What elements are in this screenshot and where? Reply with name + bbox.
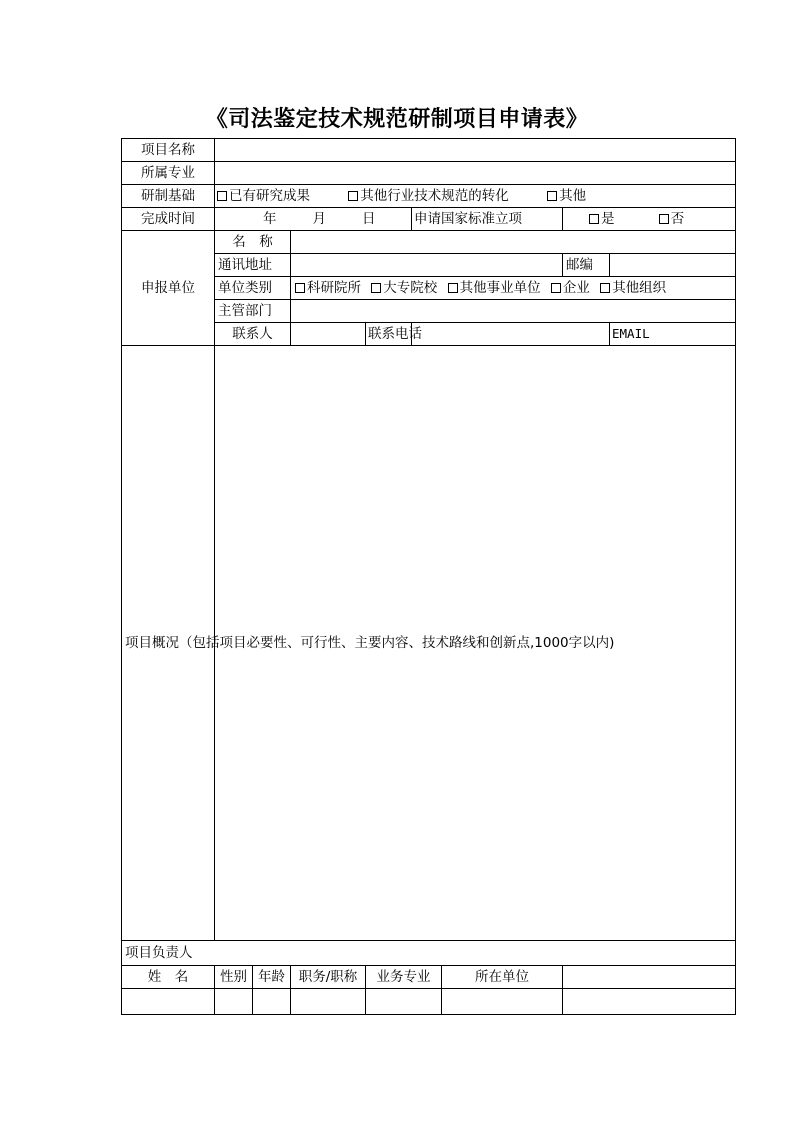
row-overview bbox=[122, 346, 736, 941]
type-option-research[interactable]: 科研院所 bbox=[295, 278, 361, 298]
type-option-enterprise[interactable]: 企业 bbox=[551, 278, 590, 298]
row-leader-entry bbox=[122, 989, 736, 1015]
project-name-field[interactable] bbox=[215, 139, 736, 162]
basis-option-transfer[interactable]: 其他行业技术规范的转化 bbox=[348, 186, 509, 206]
unit-name-label: 名 称 bbox=[215, 231, 291, 254]
leader-name-field[interactable] bbox=[122, 989, 215, 1015]
leader-col-title: 职务/职称 bbox=[291, 966, 366, 989]
checkbox-icon[interactable] bbox=[217, 191, 227, 201]
unit-address-field[interactable] bbox=[291, 254, 563, 277]
type-option-other-org[interactable]: 其他组织 bbox=[600, 278, 666, 298]
project-name-label: 项目名称 bbox=[122, 139, 215, 162]
basis-option-other[interactable]: 其他 bbox=[547, 186, 586, 206]
checkbox-icon[interactable] bbox=[600, 283, 610, 293]
row-unit-contact bbox=[122, 323, 736, 346]
row-unit-name bbox=[122, 231, 736, 254]
unit-address-label: 通讯地址 bbox=[215, 254, 291, 277]
row-basis bbox=[122, 185, 736, 208]
overview-label: 项目概况（包括项目必要性、可行性、主要内容、技术路线和创新点,1000字以内) bbox=[122, 346, 215, 941]
leader-col-specialty-group bbox=[366, 966, 563, 989]
leader-gender-field[interactable] bbox=[215, 989, 253, 1015]
postcode-field[interactable] bbox=[610, 254, 736, 277]
contact-field[interactable] bbox=[291, 323, 366, 346]
row-unit-type bbox=[122, 277, 736, 300]
leader-unit-field-ext[interactable] bbox=[563, 989, 736, 1015]
basis-label: 研制基础 bbox=[122, 185, 215, 208]
row-leader-header bbox=[122, 966, 736, 989]
row-specialty bbox=[122, 162, 736, 185]
checkbox-icon[interactable] bbox=[448, 283, 458, 293]
type-option-college[interactable]: 大专院校 bbox=[371, 278, 437, 298]
checkbox-icon[interactable] bbox=[295, 283, 305, 293]
leader-col-unit: 所在单位 bbox=[475, 969, 529, 985]
type-option-public[interactable]: 其他事业单位 bbox=[448, 278, 541, 298]
leader-col-age: 年龄 bbox=[253, 966, 291, 989]
leader-specialty-field[interactable] bbox=[366, 989, 442, 1014]
unit-type-options bbox=[291, 277, 736, 300]
postcode-label: 邮编 bbox=[563, 254, 610, 277]
row-unit-address bbox=[122, 254, 736, 277]
leader-specialty-unit-fields bbox=[366, 989, 563, 1015]
checkbox-icon[interactable] bbox=[348, 191, 358, 201]
completion-date-field[interactable]: 年 月 日 bbox=[215, 208, 412, 231]
checkbox-icon[interactable] bbox=[371, 283, 381, 293]
unit-label: 申报单位 bbox=[122, 231, 215, 346]
row-leader-heading bbox=[122, 941, 736, 966]
leader-col-unit-ext bbox=[563, 966, 736, 989]
no-option[interactable]: 否 bbox=[659, 209, 685, 229]
authority-field[interactable] bbox=[291, 300, 736, 323]
yes-option[interactable]: 是 bbox=[589, 209, 615, 229]
email-label: EMAIL bbox=[610, 323, 736, 346]
leader-unit-field[interactable] bbox=[442, 989, 562, 1014]
checkbox-icon[interactable] bbox=[659, 214, 669, 224]
contact-label: 联系人 bbox=[215, 323, 291, 346]
leader-col-gender: 性别 bbox=[215, 966, 253, 989]
leader-col-specialty: 业务专业 bbox=[366, 966, 442, 988]
checkbox-icon[interactable] bbox=[551, 283, 561, 293]
basis-options bbox=[215, 185, 736, 208]
authority-label: 主管部门 bbox=[215, 300, 291, 323]
application-form bbox=[121, 138, 736, 1015]
leader-col-name: 姓 名 bbox=[122, 966, 215, 989]
page-title: 《司法鉴定技术规范研制项目申请表》 bbox=[205, 106, 589, 132]
checkbox-icon[interactable] bbox=[589, 214, 599, 224]
leader-label: 项目负责人 bbox=[122, 941, 736, 966]
specialty-label: 所属专业 bbox=[122, 162, 215, 185]
national-standard-options bbox=[563, 208, 736, 231]
phone-label: 联系电话 bbox=[366, 323, 412, 346]
specialty-field[interactable] bbox=[215, 162, 736, 185]
checkbox-icon[interactable] bbox=[547, 191, 557, 201]
row-unit-authority bbox=[122, 300, 736, 323]
national-standard-label: 申请国家标准立项 bbox=[412, 208, 563, 231]
row-completion bbox=[122, 208, 736, 231]
unit-name-field[interactable] bbox=[291, 231, 736, 254]
row-project-name bbox=[122, 139, 736, 162]
leader-age-field[interactable] bbox=[253, 989, 291, 1015]
basis-option-existing[interactable]: 已有研究成果 bbox=[217, 186, 310, 206]
completion-label: 完成时间 bbox=[122, 208, 215, 231]
unit-type-label: 单位类别 bbox=[215, 277, 291, 300]
phone-field[interactable] bbox=[412, 323, 610, 346]
leader-title-field[interactable] bbox=[291, 989, 366, 1015]
